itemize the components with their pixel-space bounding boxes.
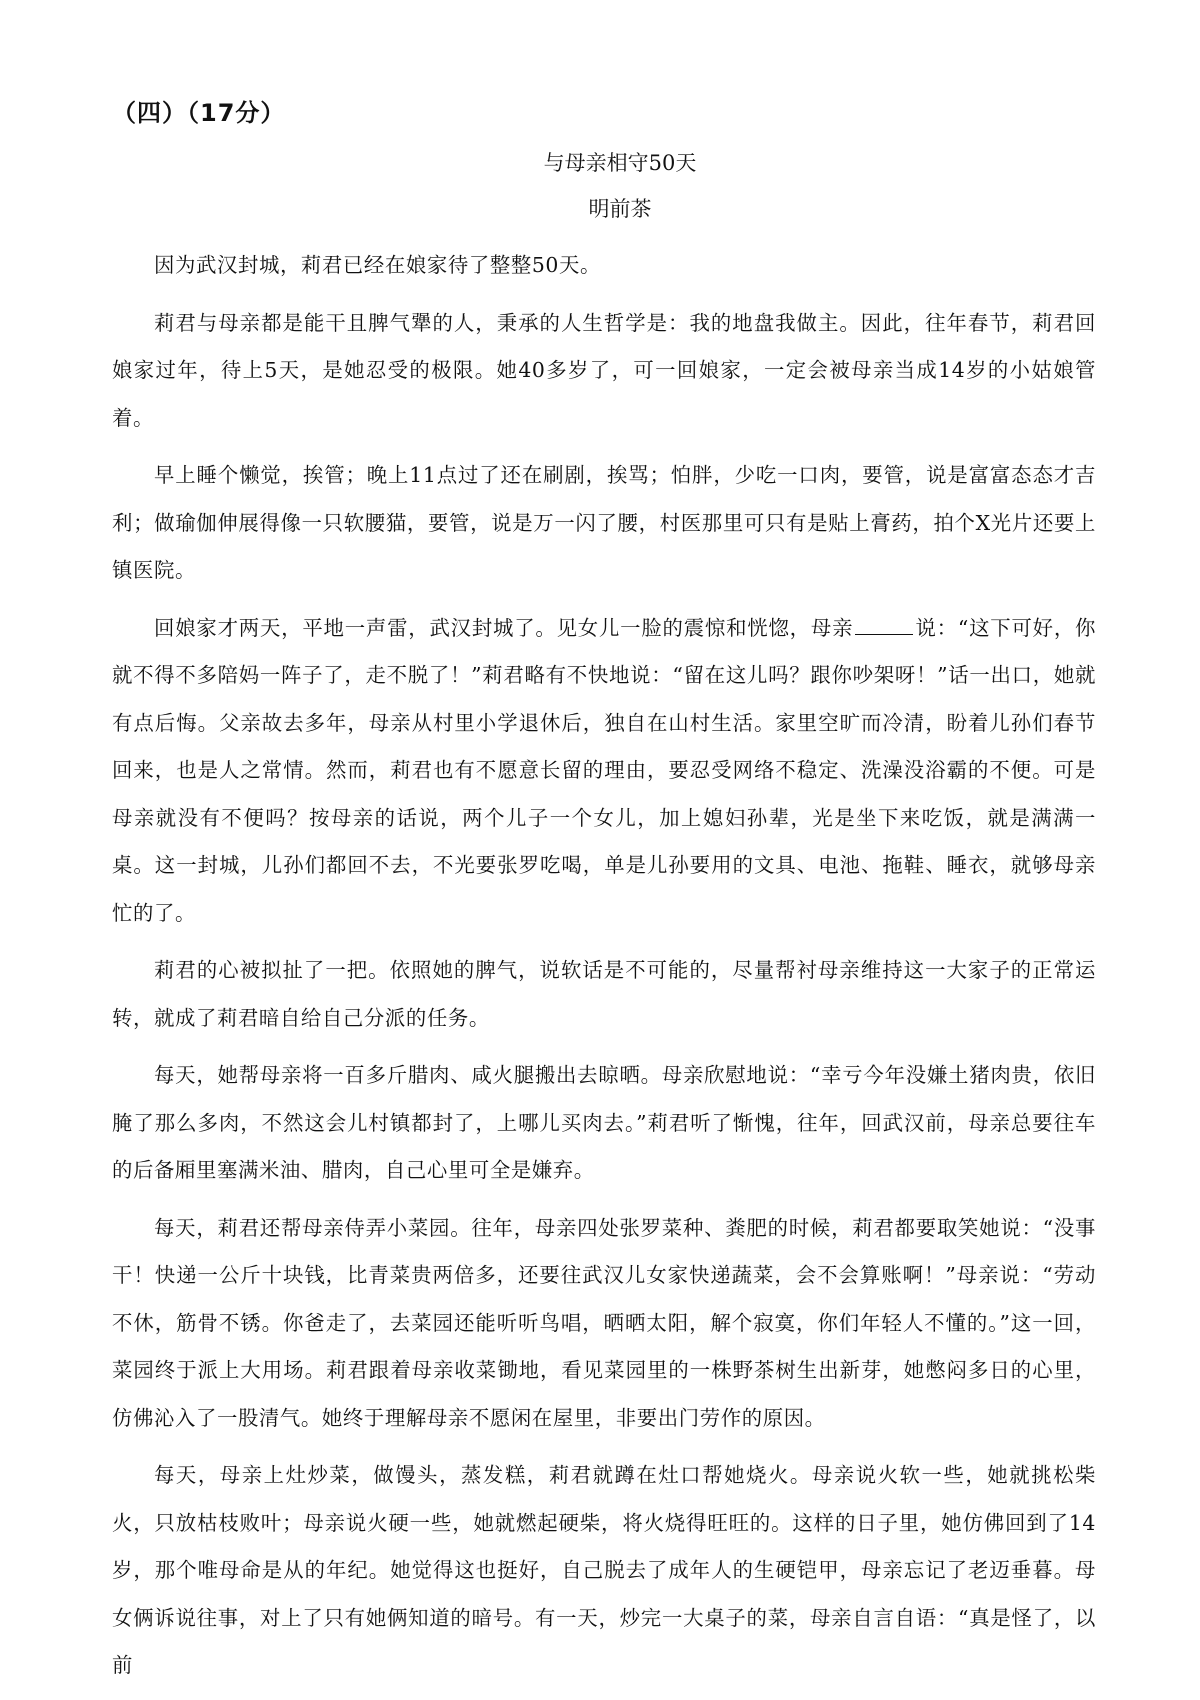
paragraph-4	[112, 605, 1096, 938]
paragraph-4-after-blank: 说：“这下可好，你就不得不多陪妈一阵子了，走不脱了！”莉君略有不快地说：“留在这儿吗？跟你吵架呀！”话一出口，她就有点后悔。父亲故去多年，母亲从村里小学退休后，独自在山村生活。家里空旷而冷清，盼着儿孙们春节回来，也是人之常情。然而，莉君也有不愿意长留的理由，要忍受网络不稳定、洗澡没浴霸的不便。可是母亲就没有不便吗？按母亲的话说，两个儿子一个女儿，加上媳妇孙辈，光是坐下来吃饭，就是满满一桌。这一封城，儿孙们都回不去，不光要张罗吃喝，单是儿孙要用的文具、电池、拖鞋、睡衣，就够母亲忙的了。	[112, 615, 1097, 925]
paragraph-2: 莉君与母亲都是能干且脾气犟的人，秉承的人生哲学是：我的地盘我做主。因此，往年春节，莉君回娘家过年，待上5天，是她忍受的极限。她40多岁了，可一回娘家，一定会被母亲当成14岁的小姑娘管着。	[112, 310, 1096, 430]
paragraph-1: 因为武汉封城，莉君已经在娘家待了整整50天。	[154, 253, 601, 277]
article-body	[112, 242, 1096, 1700]
section-heading: （四）（17分）	[112, 99, 286, 127]
paragraph-8: 每天，母亲上灶炒菜，做馒头，蒸发糕，莉君就蹲在灶口帮她烧火。母亲说火软一些，她就挑松柴火，只放枯枝败叶；母亲说火硬一些，她就燃起硬柴，将火烧得旺旺的。这样的日子里，她仿佛回到了14岁，那个唯母命是从的年纪。她觉得这也挺好，自己脱去了成年人的生硬铠甲，母亲忘记了老迈垂暮。母女俩诉说往事，对上了只有她俩知道的暗号。有一天，炒完一大桌子的菜，母亲自言自语：“真是怪了，以前	[112, 1463, 1096, 1677]
paragraph-6: 每天，她帮母亲将一百多斤腊肉、咸火腿搬出去晾晒。母亲欣慰地说：“幸亏今年没嫌土猪肉贵，依旧腌了那么多肉，不然这会儿村镇都封了，上哪儿买肉去。”莉君听了惭愧，往年，回武汉前，母亲总要往车的后备厢里塞满米油、腊肉，自己心里可全是嫌弃。	[112, 1063, 1096, 1182]
paragraph-4-before-blank: 回娘家才两天，平地一声雷，武汉封城了。见女儿一脸的震惊和恍惚，母亲	[154, 615, 854, 640]
paragraph-5: 莉君的心被拟扯了一把。依照她的脾气，说软话是不可能的，尽量帮衬母亲维持这一大家子的正常运转，就成了莉君暗自给自己分派的任务。	[112, 958, 1096, 1030]
article-title: 与母亲相守50天	[543, 151, 697, 175]
article-author: 明前茶	[588, 197, 652, 221]
paragraph-3: 早上睡个懒觉，挨管；晚上11点过了还在刷剧，挨骂；怕胖，少吃一口肉，要管，说是富富态态才吉利；做瑜伽伸展得像一只软腰猫，要管，说是万一闪了腰，村医那里可只有是贴上膏药，拍个X光片还要上镇医院。	[112, 463, 1096, 582]
fill-in-blank	[855, 616, 913, 635]
paragraph-7: 每天，莉君还帮母亲侍弄小菜园。往年，母亲四处张罗菜种、粪肥的时候，莉君都要取笑她说：“没事干！快递一公斤十块钱，比青菜贵两倍多，还要往武汉儿女家快递蔬菜，会不会算账啊！”母亲说：“劳动不休，筋骨不锈。你爸走了，去菜园还能听听鸟唱，晒晒太阳，解个寂寞，你们年轻人不懂的。”这一回，菜园终于派上大用场。莉君跟着母亲收菜锄地，看见菜园里的一株野茶树生出新芽，她憋闷多日的心里，仿佛沁入了一股清气。她终于理解母亲不愿闲在屋里，非要出门劳作的原因。	[112, 1215, 1096, 1430]
